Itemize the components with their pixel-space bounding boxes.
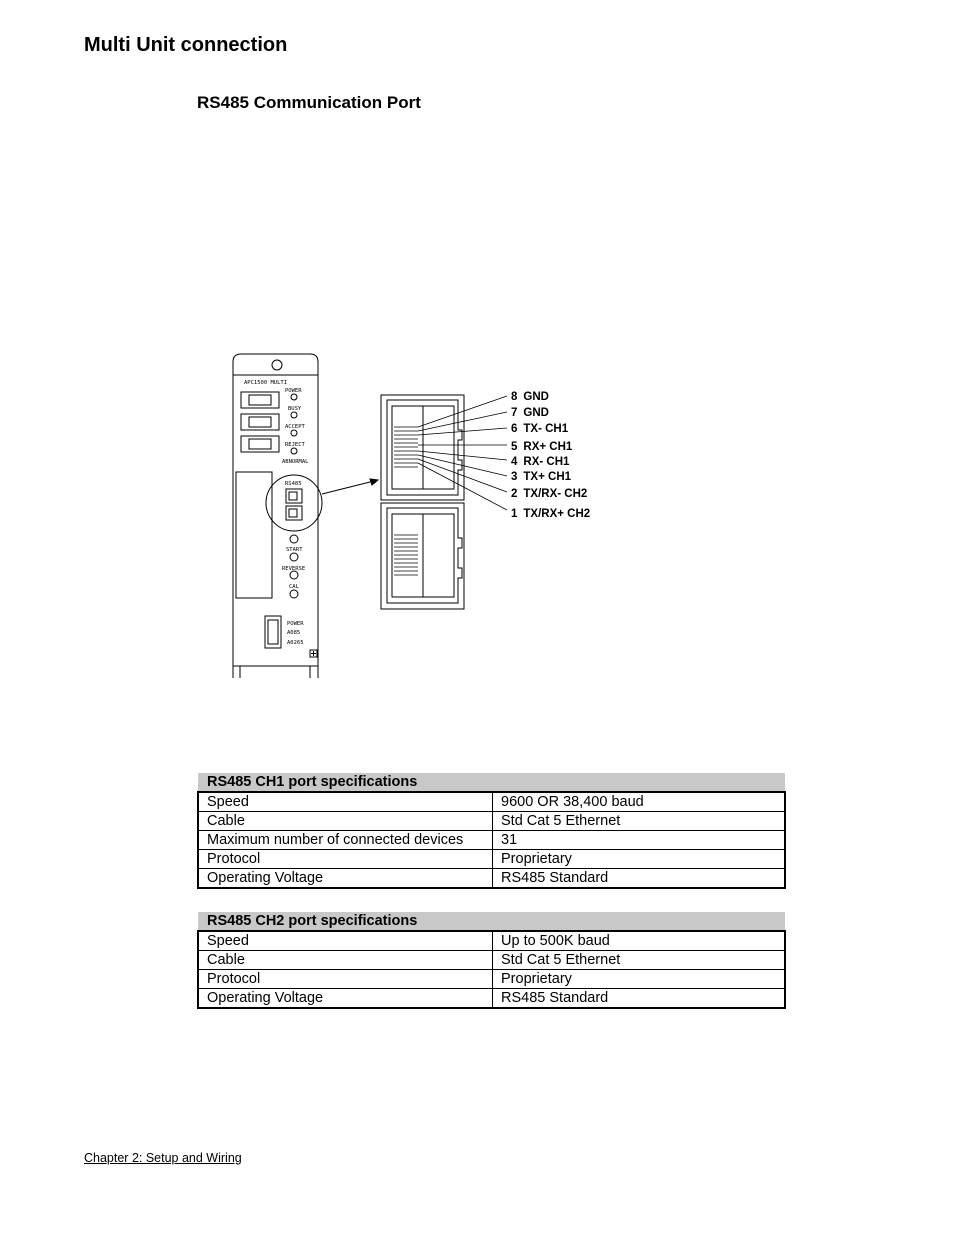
- spec-label: Protocol: [198, 970, 493, 989]
- ch1-table-title: RS485 CH1 port specifications: [198, 773, 785, 792]
- device-model-label: APC1500 MULTI: [244, 380, 288, 386]
- pin-3-label: 3 TX+ CH1: [511, 471, 572, 483]
- ch1-spec-table: [197, 773, 786, 889]
- spec-value: Std Cat 5 Ethernet: [493, 812, 786, 831]
- led-label-abnormal: ABNORMAL: [282, 459, 309, 465]
- table-row: [198, 831, 785, 850]
- spec-value: 31: [493, 831, 786, 850]
- ch2-table-title: RS485 CH2 port specifications: [198, 912, 785, 931]
- spec-label: Operating Voltage: [198, 869, 493, 889]
- pin-leader-lines: [418, 396, 507, 510]
- led-label-accept: ACCEPT: [285, 424, 305, 430]
- led-label-busy: BUSY: [288, 406, 302, 412]
- table-row: [198, 951, 785, 970]
- spec-label: Cable: [198, 951, 493, 970]
- pin-5-label: 5 RX+ CH1: [511, 441, 573, 453]
- table-row: [198, 931, 785, 951]
- table-row: [198, 970, 785, 989]
- pin-8-label: 8 GND: [511, 391, 549, 403]
- pin-7-label: 7 GND: [511, 407, 549, 419]
- pin-4-label: 4 RX- CH1: [511, 456, 570, 468]
- pin-2-label: 2 TX/RX- CH2: [511, 488, 588, 500]
- spec-value: RS485 Standard: [493, 989, 786, 1009]
- button-label-start: START: [286, 547, 303, 553]
- table-row: [198, 989, 785, 1009]
- bottom-label-power: POWER: [287, 621, 304, 627]
- pin-6-label: 6 TX- CH1: [511, 423, 569, 435]
- pin-1-label: 1 TX/RX+ CH2: [511, 508, 591, 520]
- spec-label: Operating Voltage: [198, 989, 493, 1009]
- table-row: [198, 869, 785, 889]
- bottom-label-a085: A085: [287, 630, 301, 636]
- spec-value: Std Cat 5 Ethernet: [493, 951, 786, 970]
- pinout-labels: [511, 391, 590, 520]
- spec-value: RS485 Standard: [493, 869, 786, 889]
- spec-value: Up to 500K baud: [493, 931, 786, 951]
- rj45-enlarged-view: [381, 395, 464, 609]
- spec-label: Speed: [198, 792, 493, 812]
- rs485-port-label: RS485: [285, 481, 302, 487]
- spec-label: Protocol: [198, 850, 493, 869]
- button-label-cal: CAL: [289, 584, 299, 590]
- table-row: [198, 792, 785, 812]
- led-label-reject: REJECT: [285, 442, 305, 448]
- spec-value: 9600 OR 38,400 baud: [493, 792, 786, 812]
- table-row: [198, 850, 785, 869]
- button-label-reverse: REVERSE: [282, 566, 306, 572]
- page-title: Multi Unit connection: [84, 34, 288, 56]
- spec-value: Proprietary: [493, 850, 786, 869]
- mount-hole-icon: [272, 360, 282, 370]
- ch2-spec-table: [197, 912, 786, 1009]
- spec-label: Speed: [198, 931, 493, 951]
- spec-label: Maximum number of connected devices: [198, 831, 493, 850]
- spec-value: Proprietary: [493, 970, 786, 989]
- section-title: RS485 Communication Port: [197, 93, 421, 112]
- led-label-power: POWER: [285, 388, 302, 394]
- bottom-label-a0265: A0265: [287, 640, 304, 646]
- page-footer: Chapter 2: Setup and Wiring: [84, 1151, 242, 1165]
- controller-front-panel: [233, 354, 322, 678]
- spec-label: Cable: [198, 812, 493, 831]
- table-row: [198, 812, 785, 831]
